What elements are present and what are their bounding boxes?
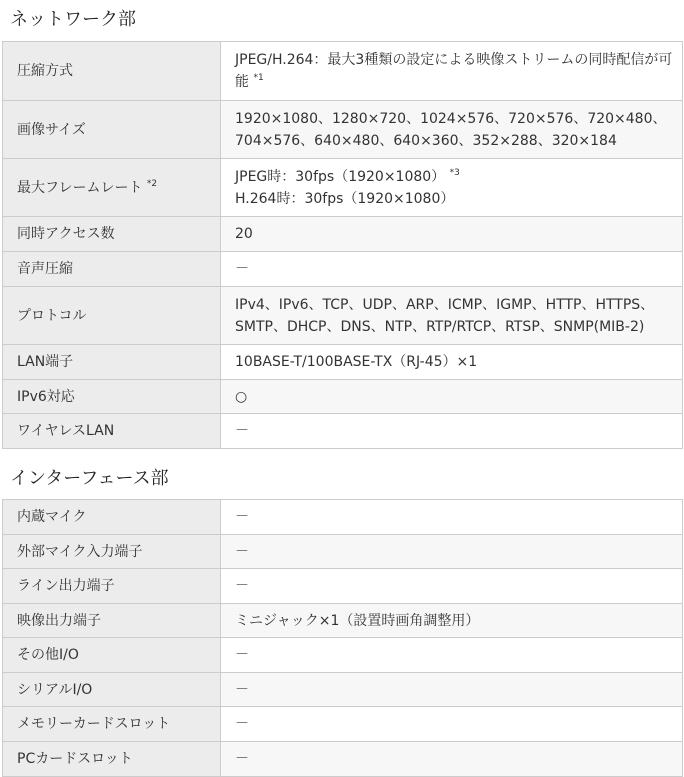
- row-label: プロトコル: [3, 287, 221, 345]
- table-row: [3, 287, 683, 345]
- row-label: 画像サイズ: [3, 101, 221, 159]
- row-value: －: [221, 252, 683, 287]
- row-value: －: [221, 414, 683, 449]
- table-row: [3, 742, 683, 777]
- row-value: －: [221, 742, 683, 777]
- footnote-mark: *1: [253, 73, 264, 83]
- row-value: 1920×1080、1280×720、1024×576、720×576、720×480、704×576、640×480、640×360、352×288、320×184: [221, 101, 683, 159]
- row-value: －: [221, 535, 683, 569]
- table-row: [3, 638, 683, 673]
- row-value: －: [221, 569, 683, 604]
- row-label: 映像出力端子: [3, 604, 221, 638]
- row-label: 圧縮方式: [3, 42, 221, 101]
- table-row: [3, 673, 683, 707]
- network-section-title: ネットワーク部: [10, 9, 136, 30]
- table-row: [3, 380, 683, 414]
- row-label: 内蔵マイク: [3, 500, 221, 535]
- table-row: [3, 569, 683, 604]
- row-value: －: [221, 500, 683, 535]
- row-value: JPEG/H.264：最大3種類の設定による映像ストリームの同時配信が可能 $^{*1}$: [221, 42, 683, 101]
- row-label: シリアルI/O: [3, 673, 221, 707]
- row-value: －: [221, 707, 683, 742]
- table-row: [3, 252, 683, 287]
- interface-spec-table: [2, 499, 683, 777]
- footnote-mark: *2: [146, 178, 158, 189]
- network-spec-table: [2, 41, 683, 449]
- row-value: ○: [221, 380, 683, 414]
- row-label: ライン出力端子: [3, 569, 221, 604]
- table-row: [3, 535, 683, 569]
- row-label: IPv6対応: [3, 380, 221, 414]
- table-row: [3, 345, 683, 380]
- row-label: 音声圧縮: [3, 252, 221, 287]
- table-row: [3, 159, 683, 217]
- table-row: [3, 42, 683, 101]
- row-label: ワイヤレスLAN: [3, 414, 221, 449]
- row-label: 最大フレームレート $^{*2}$: [3, 159, 221, 217]
- row-value: 20: [221, 217, 683, 252]
- row-value: －: [221, 638, 683, 673]
- row-label: PCカードスロット: [3, 742, 221, 777]
- table-row: [3, 101, 683, 159]
- interface-section-title: インターフェース部: [10, 468, 169, 489]
- row-value: －: [221, 673, 683, 707]
- table-row: [3, 500, 683, 535]
- row-value: ミニジャック×1（設置時画角調整用）: [221, 604, 683, 638]
- row-value: 10BASE-T/100BASE-TX（RJ-45）×1: [221, 345, 683, 380]
- table-row: [3, 217, 683, 252]
- row-label: 同時アクセス数: [3, 217, 221, 252]
- row-label: その他I/O: [3, 638, 221, 673]
- footnote-mark: *3: [449, 167, 460, 178]
- row-value: IPv4、IPv6、TCP、UDP、ARP、ICMP、IGMP、HTTP、HTTPS、SMTP、DHCP、DNS、NTP、RTP/RTCP、RTSP、SNMP(MIB-2): [221, 287, 683, 345]
- row-label: メモリーカードスロット: [3, 707, 221, 742]
- table-row: [3, 707, 683, 742]
- row-value: JPEG時：30fps（1920×1080） $^{*3}$ H.264時：30fps（1920×1080）: [221, 159, 683, 217]
- table-row: [3, 414, 683, 449]
- row-label: 外部マイク入力端子: [3, 535, 221, 569]
- table-row: [3, 604, 683, 638]
- row-label: LAN端子: [3, 345, 221, 380]
